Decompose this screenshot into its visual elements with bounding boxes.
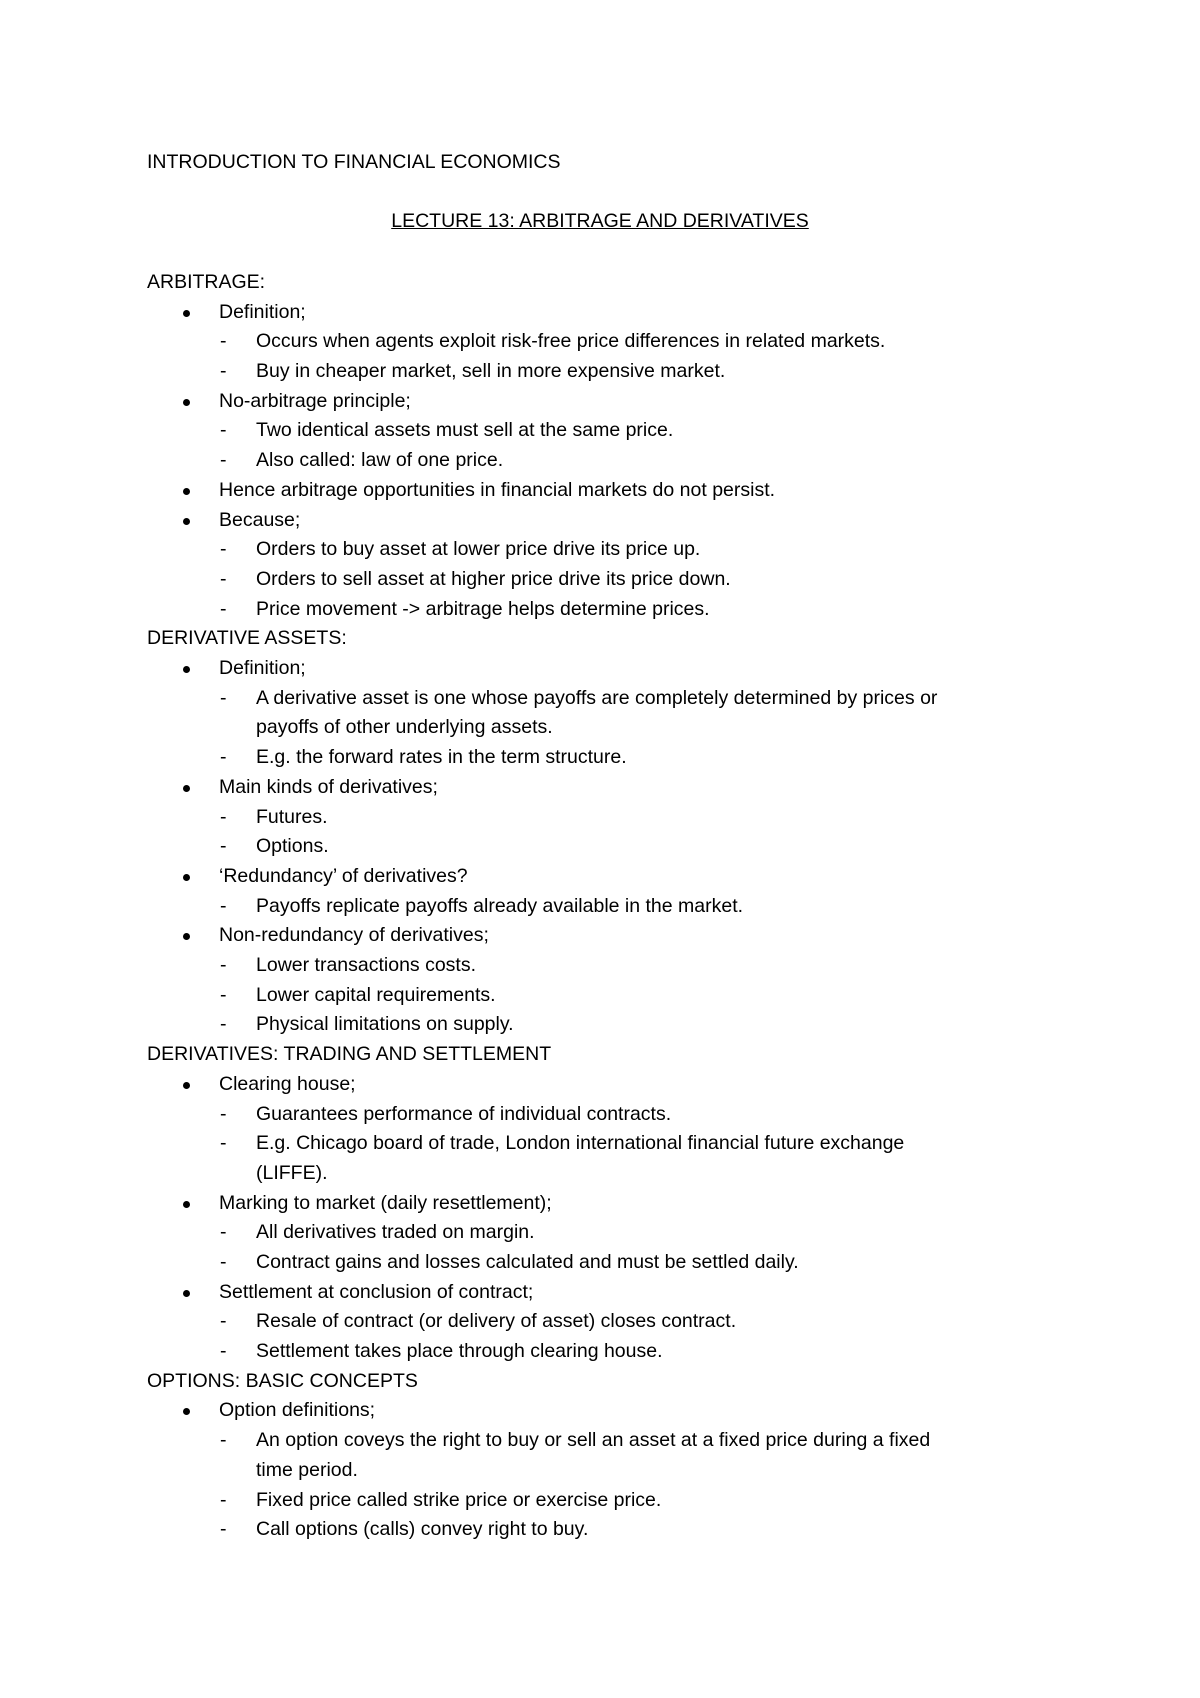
dash-icon: - bbox=[220, 1132, 227, 1155]
dash-item bbox=[219, 892, 1047, 922]
dash-item bbox=[219, 1426, 1047, 1485]
dash-list bbox=[219, 892, 1047, 922]
dash-item bbox=[219, 1100, 1047, 1130]
dash-text-line: Payoffs replicate payoffs already available in the market. bbox=[256, 894, 744, 917]
dash-text-line: Two identical assets must sell at the same price. bbox=[256, 419, 674, 442]
bullet-text: No-arbitrage principle; bbox=[219, 389, 411, 412]
dash-icon: - bbox=[220, 835, 227, 858]
dash-icon: - bbox=[220, 330, 227, 353]
course-title: INTRODUCTION TO FINANCIAL ECONOMICS bbox=[147, 151, 561, 173]
dash-item bbox=[219, 416, 1047, 446]
bullet-icon bbox=[183, 785, 190, 792]
dash-icon: - bbox=[220, 746, 227, 769]
dash-item bbox=[219, 981, 1047, 1011]
dash-icon: - bbox=[220, 1013, 227, 1036]
bullet-text: Hence arbitrage opportunities in financial markets do not persist. bbox=[219, 478, 776, 501]
bullet-item bbox=[147, 1189, 1047, 1278]
dash-text-line: E.g. Chicago board of trade, London international financial future exchange bbox=[256, 1132, 905, 1155]
dash-icon: - bbox=[220, 1429, 227, 1452]
dash-icon: - bbox=[220, 449, 227, 472]
bullet-list bbox=[147, 654, 1047, 1040]
dash-text-line: Occurs when agents exploit risk-free price differences in related markets. bbox=[256, 330, 886, 353]
dash-item bbox=[219, 446, 1047, 476]
dash-item bbox=[219, 565, 1047, 595]
bullet-icon bbox=[183, 1290, 190, 1297]
dash-text-line: Lower capital requirements. bbox=[256, 983, 496, 1006]
dash-text-line: All derivatives traded on margin. bbox=[256, 1221, 535, 1244]
dash-text-line: Contract gains and losses calculated and must be settled daily. bbox=[256, 1251, 799, 1273]
dash-icon: - bbox=[220, 983, 227, 1006]
dash-text-line: An option coveys the right to buy or sell an asset at a fixed price during a fixed bbox=[256, 1429, 931, 1452]
section bbox=[147, 1040, 1047, 1367]
dash-item bbox=[219, 1218, 1047, 1248]
bullet-text: Definition; bbox=[219, 300, 306, 323]
dash-list bbox=[219, 416, 1047, 475]
section bbox=[147, 1367, 1047, 1545]
dash-text-line: Guarantees performance of individual contracts. bbox=[256, 1102, 672, 1125]
dash-text-line: Fixed price called strike price or exercise price. bbox=[256, 1488, 662, 1511]
dash-list bbox=[219, 951, 1047, 1040]
bullet-item bbox=[147, 1070, 1047, 1189]
bullet-icon bbox=[183, 1201, 190, 1208]
dash-icon: - bbox=[220, 419, 227, 442]
section-heading: ARBITRAGE: bbox=[147, 271, 266, 293]
bullet-item bbox=[147, 298, 1047, 387]
dash-item bbox=[219, 1486, 1047, 1516]
dash-text-line: Settlement takes place through clearing house. bbox=[256, 1340, 663, 1363]
bullet-item bbox=[147, 476, 1047, 506]
dash-text-line: Orders to buy asset at lower price drive its price up. bbox=[256, 538, 701, 561]
bullet-item bbox=[147, 1396, 1047, 1545]
bullet-text: Because; bbox=[219, 508, 301, 531]
dash-item bbox=[219, 1307, 1047, 1337]
dash-item bbox=[219, 1515, 1047, 1545]
dash-icon: - bbox=[220, 538, 227, 561]
bullet-icon bbox=[183, 518, 190, 525]
dash-item bbox=[219, 1129, 1047, 1188]
dash-icon: - bbox=[220, 894, 227, 917]
bullet-list bbox=[147, 298, 1047, 625]
section-heading: DERIVATIVE ASSETS: bbox=[147, 627, 347, 650]
bullet-text: Main kinds of derivatives; bbox=[219, 775, 438, 798]
dash-text-line: Orders to sell asset at higher price drive its price down. bbox=[256, 567, 731, 590]
dash-text-line: Buy in cheaper market, sell in more expensive market. bbox=[256, 360, 726, 383]
dash-text-line: time period. bbox=[256, 1458, 358, 1481]
dash-item bbox=[219, 327, 1047, 357]
bullet-text: Non-redundancy of derivatives; bbox=[219, 924, 489, 947]
dash-text-line: payoffs of other underlying assets. bbox=[256, 716, 553, 739]
dash-icon: - bbox=[220, 686, 227, 709]
dash-item bbox=[219, 595, 1047, 625]
dash-item bbox=[219, 951, 1047, 981]
bullet-item bbox=[147, 1278, 1047, 1367]
dash-list bbox=[219, 684, 1047, 773]
bullet-icon bbox=[183, 310, 190, 317]
dash-icon: - bbox=[220, 1340, 227, 1363]
dash-list bbox=[219, 1307, 1047, 1366]
dash-list bbox=[219, 327, 1047, 386]
dash-text-line: (LIFFE). bbox=[256, 1161, 328, 1184]
bullet-icon bbox=[183, 399, 190, 406]
dash-icon: - bbox=[220, 597, 227, 620]
bullet-icon bbox=[183, 488, 190, 495]
dash-icon: - bbox=[220, 1488, 227, 1511]
bullet-text: Settlement at conclusion of contract; bbox=[219, 1280, 534, 1303]
bullet-item bbox=[147, 862, 1047, 921]
dash-list bbox=[219, 1218, 1047, 1277]
section bbox=[147, 624, 1047, 1040]
dash-text-line: Resale of contract (or delivery of asset) closes contract. bbox=[256, 1310, 737, 1333]
dash-text-line: Price movement -> arbitrage helps determine prices. bbox=[256, 597, 710, 620]
bullet-text: Option definitions; bbox=[219, 1399, 376, 1422]
dash-text-line: A derivative asset is one whose payoffs are completely determined by prices or bbox=[256, 686, 938, 709]
bullet-text: ‘Redundancy’ of derivatives? bbox=[219, 864, 468, 887]
section-heading: DERIVATIVES: TRADING AND SETTLEMENT bbox=[147, 1043, 552, 1066]
dash-item bbox=[219, 535, 1047, 565]
lecture-notes-body bbox=[147, 268, 1047, 1545]
bullet-text: Marking to market (daily resettlement); bbox=[219, 1191, 552, 1214]
bullet-item bbox=[147, 921, 1047, 1040]
dash-icon: - bbox=[220, 805, 227, 828]
dash-icon: - bbox=[220, 1518, 227, 1541]
bullet-item bbox=[147, 387, 1047, 476]
dash-list bbox=[219, 1426, 1047, 1545]
bullet-list bbox=[147, 1070, 1047, 1367]
dash-text-line: Physical limitations on supply. bbox=[256, 1013, 514, 1036]
section bbox=[147, 268, 1047, 624]
bullet-item bbox=[147, 654, 1047, 773]
bullet-text: Definition; bbox=[219, 657, 306, 680]
dash-list bbox=[219, 1100, 1047, 1189]
dash-icon: - bbox=[220, 1221, 227, 1244]
dash-list bbox=[219, 535, 1047, 624]
section-heading: OPTIONS: BASIC CONCEPTS bbox=[147, 1369, 418, 1392]
dash-icon: - bbox=[220, 1251, 227, 1273]
dash-text-line: Futures. bbox=[256, 805, 328, 828]
dash-icon: - bbox=[220, 1310, 227, 1333]
bullet-icon bbox=[183, 1408, 190, 1415]
dash-item bbox=[219, 832, 1047, 862]
dash-item bbox=[219, 357, 1047, 387]
dash-list bbox=[219, 803, 1047, 862]
dash-icon: - bbox=[220, 567, 227, 590]
dash-item bbox=[219, 1337, 1047, 1367]
dash-icon: - bbox=[220, 1102, 227, 1125]
dash-item bbox=[219, 803, 1047, 833]
dash-text-line: Lower transactions costs. bbox=[256, 954, 477, 977]
dash-text-line: Call options (calls) convey right to buy. bbox=[256, 1518, 589, 1541]
dash-item bbox=[219, 743, 1047, 773]
bullet-item bbox=[147, 773, 1047, 862]
bullet-icon bbox=[183, 1082, 190, 1089]
dash-text-line: Options. bbox=[256, 835, 329, 858]
bullet-text: Clearing house; bbox=[219, 1072, 356, 1095]
bullet-item bbox=[147, 506, 1047, 625]
dash-item bbox=[219, 1248, 1047, 1278]
dash-item bbox=[219, 1010, 1047, 1040]
dash-text-line: Also called: law of one price. bbox=[256, 449, 504, 472]
bullet-icon bbox=[183, 933, 190, 940]
bullet-icon bbox=[183, 874, 190, 881]
bullet-list bbox=[147, 1396, 1047, 1545]
bullet-icon bbox=[183, 666, 190, 673]
dash-icon: - bbox=[220, 360, 227, 383]
dash-text-line: E.g. the forward rates in the term structure. bbox=[256, 746, 627, 769]
lecture-title: LECTURE 13: ARBITRAGE AND DERIVATIVES bbox=[391, 210, 809, 232]
dash-item bbox=[219, 684, 1047, 743]
dash-icon: - bbox=[220, 954, 227, 977]
